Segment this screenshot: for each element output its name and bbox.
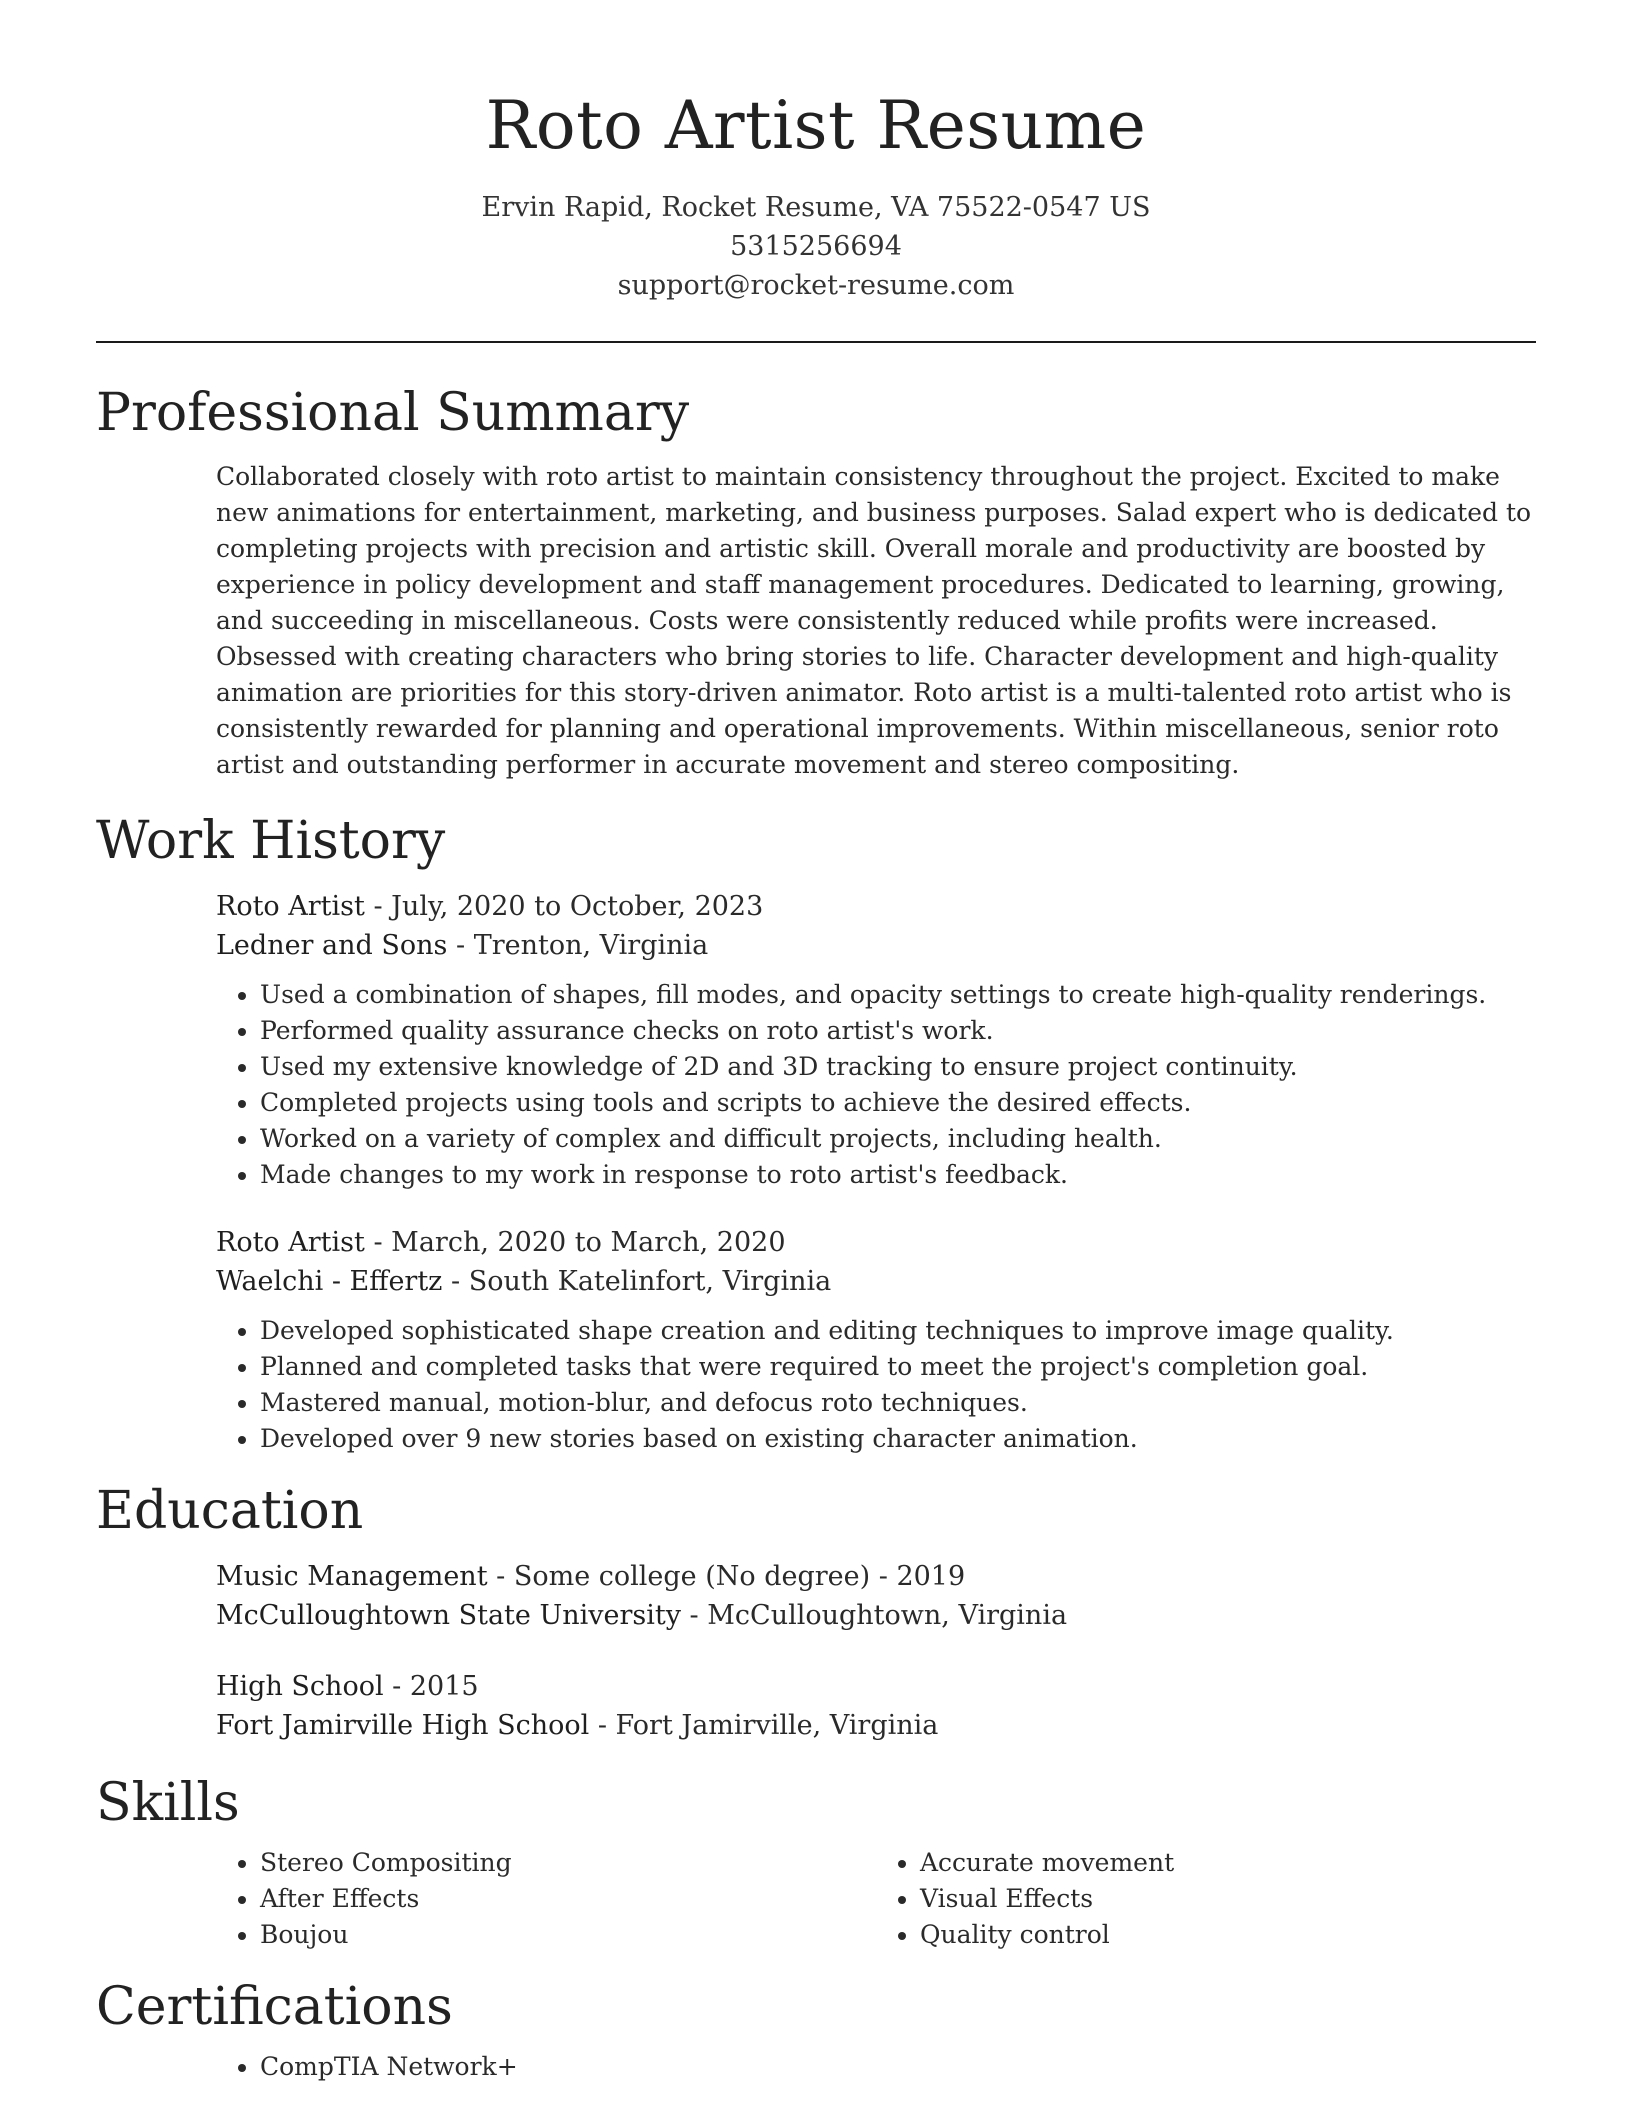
education-school-line [216,1596,1536,1635]
education-entry [216,1667,1536,1745]
list-item: • Visual Effects [920,1881,1536,1917]
job-location: South Katelinfort, Virginia [468,1266,832,1297]
education-entry [216,1557,1536,1635]
list-item: • Developed over 9 new stories based on existing character animation. [260,1421,1536,1457]
job-dates: July, 2020 to October, 2023 [391,891,764,922]
contact-phone: 5315256694 [730,231,902,262]
job-title: Roto Artist [216,1227,365,1258]
summary-heading: Professional Summary [96,383,690,443]
list-item: • Accurate movement [920,1845,1536,1881]
skills-section [96,1771,1536,1953]
education-field: High School [216,1671,384,1702]
education-location: Fort Jamirville, Virginia [615,1710,939,1741]
certifications-heading: Certifications [96,1977,453,2037]
job-bullets [216,1313,1536,1457]
education-field: Music Management [216,1561,488,1592]
job-entry [216,887,1536,1193]
job-title-line [216,887,1536,926]
education-degree: - 2015 [383,1671,479,1702]
list-item: • Used my extensive knowledge of 2D and 3D tracking to ensure project continuity. [260,1049,1536,1085]
job-location: Trenton, Virginia [473,930,709,961]
job-company: Ledner and Sons [216,930,448,961]
list-item: • Completed projects using tools and scripts to achieve the desired effects. [260,1085,1536,1121]
education-section [96,1479,1536,1745]
list-item: • Mastered manual, motion-blur, and defocus roto techniques. [260,1385,1536,1421]
job-dates: March, 2020 to March, 2020 [391,1227,786,1258]
page-title: Roto Artist Resume [485,87,1147,164]
job-separator: - [364,1227,392,1258]
resume-header [96,0,1536,305]
job-company-line [216,1262,1536,1301]
contact-email: support@rocket-resume.com [617,270,1015,301]
education-location: McCulloughtown, Virginia [707,1600,1068,1631]
education-degree: - Some college (No degree) - 2019 [487,1561,966,1592]
certifications-section [96,1975,1536,2085]
job-separator: - [447,930,474,961]
list-item: • CompTIA Network+ [260,2049,1536,2085]
education-school: Fort Jamirville High School [216,1710,590,1741]
skills-list-right [876,1845,1536,1953]
skills-grid [216,1845,1536,1953]
list-item: • Planned and completed tasks that were required to meet the project's completion goal. [260,1349,1536,1385]
job-bullets [216,977,1536,1193]
work-history-heading: Work History [96,811,446,871]
job-separator: - [442,1266,469,1297]
list-item: • After Effects [260,1881,876,1917]
resume-page [96,0,1536,2085]
job-title: Roto Artist [216,891,365,922]
list-item: • Performed quality assurance checks on roto artist's work. [260,1013,1536,1049]
education-separator: - [589,1710,616,1741]
skills-heading: Skills [96,1773,240,1833]
header-divider [96,341,1536,343]
list-item: • Worked on a variety of complex and difficult projects, including health. [260,1121,1536,1157]
work-history-section [96,809,1536,1457]
education-school: McCulloughtown State University [216,1600,681,1631]
job-separator: - [364,891,392,922]
job-company-line [216,926,1536,965]
summary-text: Collaborated closely with roto artist to maintain consistency throughout the project. Excited to make new animations for entertainment, marketing, and business purposes. Salad expert who is dedicated to completing projects with precision and artistic skill. Overall morale and productivity are boosted by experience in policy development and staff management procedures. Dedicated to learning, growing, and succeeding in miscellaneous. Costs were consistently reduced while profits were increased. Obsessed with creating characters who bring stories to life. Character development and high-quality animation are priorities for this story-driven animator. Roto artist is a multi-talented roto artist who is consistently rewarded for planning and operational improvements. Within miscellaneous, senior roto artist and outstanding performer in accurate movement and stereo compositing. [216,462,1532,779]
education-degree-line [216,1667,1536,1706]
list-item: • Boujou [260,1917,876,1953]
job-title-line [216,1223,1536,1262]
certifications-list [216,2049,1536,2085]
list-item: • Stereo Compositing [260,1845,876,1881]
contact-address: Ervin Rapid, Rocket Resume, VA 75522-0547 US [481,192,1151,223]
summary-section [96,381,1536,783]
education-degree-line [216,1557,1536,1596]
job-company: Waelchi - Effertz [216,1266,443,1297]
skills-list-left [216,1845,876,1953]
list-item: • Used a combination of shapes, fill modes, and opacity settings to create high-quality renderings. [260,977,1536,1013]
list-item: • Developed sophisticated shape creation and editing techniques to improve image quality. [260,1313,1536,1349]
job-entry [216,1223,1536,1457]
education-separator: - [680,1600,708,1631]
education-school-line [216,1706,1536,1745]
education-heading: Education [96,1481,364,1541]
list-item: • Made changes to my work in response to roto artist's feedback. [260,1157,1536,1193]
list-item: • Quality control [920,1917,1536,1953]
